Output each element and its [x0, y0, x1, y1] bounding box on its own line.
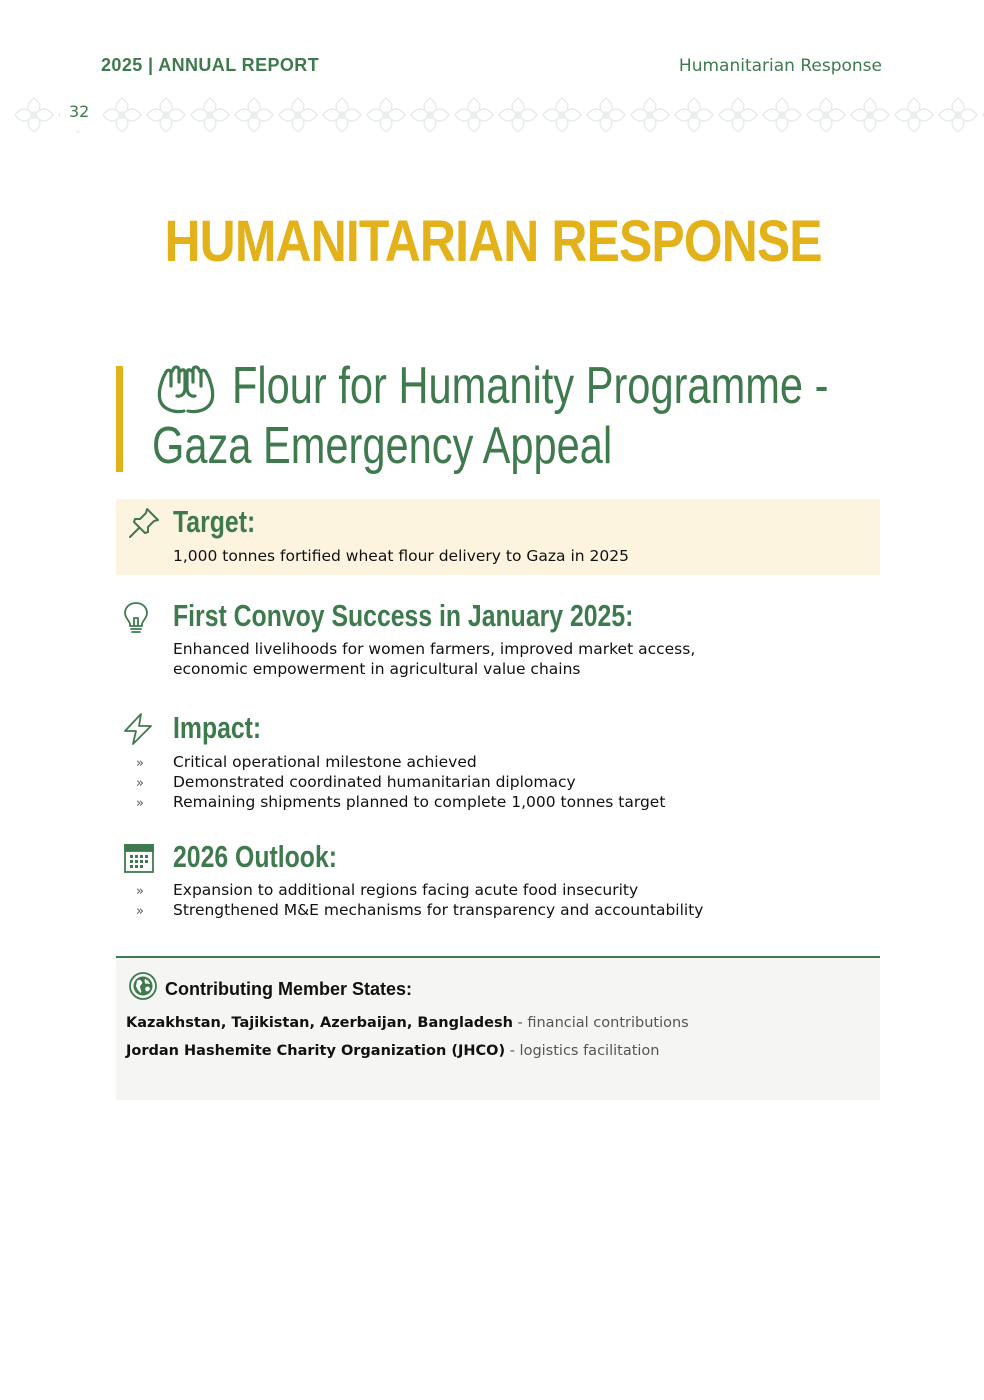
contributor-row: [126, 1015, 689, 1031]
outlook-item: Strengthened M&E mechanisms for transparency and accountability: [173, 901, 704, 919]
contributor-row: [126, 1043, 659, 1059]
outlook-item: Expansion to additional regions facing acute food insecurity: [173, 881, 639, 899]
page-number: 32: [69, 102, 90, 121]
convoy-text-line1: Enhanced livelihoods for women farmers, improved market access,: [173, 640, 696, 658]
bullet-icon: »: [136, 884, 144, 899]
section-header-label: Humanitarian Response: [678, 56, 882, 76]
impact-item: Critical operational milestone achieved: [173, 753, 477, 771]
pin-icon: [127, 506, 161, 540]
contributor-names: Kazakhstan, Tajikistan, Azerbaijan, Bangladesh: [126, 1015, 513, 1031]
page-title: HUMANITARIAN RESPONSE: [164, 209, 822, 274]
target-text: 1,000 tonnes fortified wheat flour delivery to Gaza in 2025: [173, 547, 629, 565]
outlook-heading: 2026 Outlook:: [173, 839, 337, 874]
decorative-pattern-band: [12, 94, 984, 136]
lightning-icon: [121, 712, 155, 746]
bullet-icon: »: [136, 776, 144, 791]
section-title: [152, 356, 829, 476]
target-heading: Target:: [173, 504, 256, 539]
convoy-heading: First Convoy Success in January 2025:: [173, 598, 634, 633]
report-header-label: 2025 | ANNUAL REPORT: [101, 55, 320, 75]
contributors-heading: Contributing Member States:: [165, 979, 413, 999]
calendar-icon: [123, 842, 157, 876]
section-title-line2: Gaza Emergency Appeal: [152, 417, 613, 475]
convoy-text-line2: economic empowerment in agricultural value chains: [173, 660, 581, 678]
lightbulb-icon: [119, 601, 153, 635]
bullet-icon: »: [136, 796, 144, 811]
contributor-note: - financial contributions: [512, 1015, 689, 1031]
impact-item: Demonstrated coordinated humanitarian diplomacy: [173, 773, 576, 791]
section-title-line1: Flour for Humanity Programme -: [232, 357, 829, 415]
bullet-icon: »: [136, 756, 144, 771]
section-accent-bar: [116, 366, 123, 472]
globe-icon: [128, 971, 158, 1001]
impact-heading: Impact:: [173, 710, 262, 745]
contributor-note: - logistics facilitation: [505, 1043, 660, 1059]
impact-item: Remaining shipments planned to complete 1,000 tonnes target: [173, 793, 666, 811]
bullet-icon: »: [136, 904, 144, 919]
contributor-names: Jordan Hashemite Charity Organization (JHCO): [126, 1043, 506, 1059]
